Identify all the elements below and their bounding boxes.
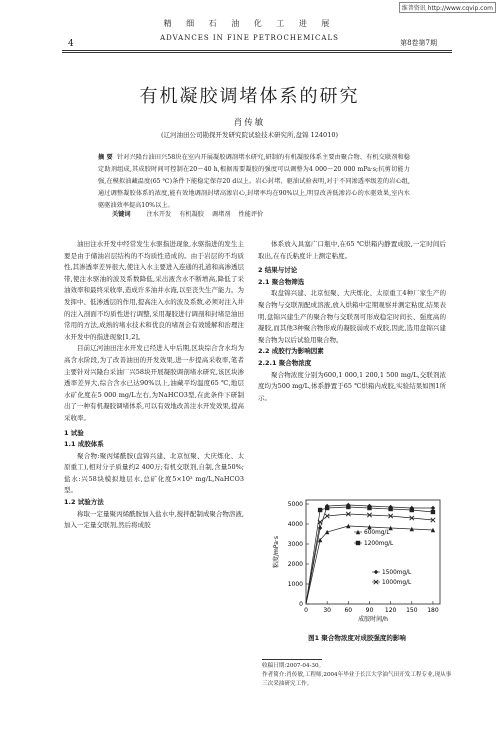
article-title: 有机凝胶调堵体系的研究 [139, 86, 360, 107]
section-heading-1: 1 试验 [64, 428, 84, 437]
y-tick-label: 4000 [287, 521, 303, 528]
y-tick-label: 3000 [287, 541, 303, 548]
x-tick-label: 90 [365, 607, 374, 614]
series-line-0 [306, 526, 433, 604]
y-tick-label: 0 [299, 601, 303, 608]
plot-frame [306, 500, 440, 604]
legend-label: 600mg/L [364, 530, 390, 536]
abstract-text: 针对兴隆台油田兴58块在室内开展凝胶调剖堵水研究,研制的有机凝胶体系主要由聚合物、有机交联剂和稳定助剂组成,其成胶时间可控制在20～40 h,根据需要凝胶的强度可以调整为4 000～20 000 mPa·s;抗剪切能力强,在模拟油藏温度(65 ℃)条件下能稳定保存20 d以上。岩心封堵、驱油试验表明,对于不同渗透率级差的岩心组,通过调整凝胶体系的浓度,能有效地调剖封堵高渗岩心,封堵率均在90%以上,明显改善低渗岩心的水驱效果,室内水驱驱油效率提高10%以上。 [98, 154, 410, 209]
paragraph-continued: 体系放入具塞广口瓶中,在65 ℃烘箱内静置成胶,一定时间后取出,在布氏粘度计上测定粘度。 [258, 240, 446, 260]
paragraph-2-1: 取盘锦兴建、北京恒聚、大庆炼化、太原重工4种厂家生产的聚合物与交联剂配成溶液,放入烘箱中定期观察并测定粘度,结果表明,盘锦兴建生产的聚合物与交联剂可形成稳定时间长、强度高的凝胶,而其他3种聚合物形成的凝胶弱或不成胶,因此,选用盘锦兴建聚合物为以后试验用聚合物。 [258, 289, 446, 344]
x-tick-label: 150 [406, 607, 418, 614]
figure-1-chart [268, 494, 448, 632]
data-point-diamond [374, 570, 378, 574]
y-axis-label: 粘度/mPa·s [273, 536, 280, 568]
x-tick-label: 180 [427, 607, 439, 614]
affiliation: (辽河油田公司勘探开发研究院试验技术研究所,盘锦 124010) [160, 131, 339, 139]
intro-paragraph-1: 油田注水开发中经常发生水驱指进现象,水驱指进的发生主要是由于储油岩层结构的不均质性造成的。由于岩层的不均质性,其渗透率差异很大,使注入水主要进入连通的孔道和高渗透层带,使注水驱油的波及系数降低,采出液含水不断增高,降低了采油效率和最终采收率,造成许多油井水淹,以至丧失生产能力。为发挥中、低渗透层的作用,提高注入水的波及系数,必须对注入井的注入剖面不均质性进行调整,采用凝胶进行调剖和封堵是油田常用的方法,成熟的堵水技术和优良的堵剂会有效缓解和治理注水开发中的指进现象[1,2]。 [64, 240, 244, 341]
subsection-heading-1-1: 1.1 成胶体系 [64, 440, 104, 449]
series-line-1 [306, 507, 433, 604]
left-column [64, 239, 244, 532]
data-point-triangle [325, 530, 329, 534]
header-rule [62, 50, 452, 51]
x-tick-label: 120 [384, 607, 397, 614]
watermark: 维普资讯 http://www.cqvip.com [399, 2, 496, 13]
x-tick-label: 0 [304, 607, 308, 614]
data-point-square [356, 541, 360, 545]
data-point-square [318, 508, 322, 512]
legend-label: 1000mg/L [382, 580, 412, 586]
y-tick-label: 1000 [287, 581, 303, 588]
abstract [98, 152, 410, 212]
paragraph-2-2-1: 聚合物浓度分别为600,1 000,1 200,1 500 mg/L,交联剂浓度均为500 mg/L,体系静置于65 ℃烘箱内成胶,实验结果如图1所示。 [258, 370, 446, 402]
legend-label: 1200mg/L [364, 541, 394, 547]
keywords [112, 209, 263, 218]
right-column [258, 239, 446, 404]
legend-label: 1500mg/L [382, 570, 412, 576]
journal-name-cn: 精 细 石 油 化 工 进 展 [163, 19, 336, 28]
footnote: 收稿日期:2007-04-30。 作者简介:肖传敏,工程师,2004年毕业于长江大学油气田开发工程专业,现从事三次采油研究工作。 [262, 663, 452, 687]
volume-issue: 第8卷第7期 [400, 39, 437, 47]
section-heading-2: 2 结果与讨论 [258, 266, 298, 275]
paragraph-1-1: 聚合物:聚丙烯酰胺(盘锦兴建、北京恒聚、大庆炼化、太原重工),相对分子质量约2 400万;有机交联剂,自制,含量50%;盐水:兴58块模拟地层水,总矿化度5×10³ mg/L,NaHCO3型。 [64, 451, 244, 495]
keywords-text: 注水开发 有机凝胶 调堵剂 性能评价 [146, 211, 264, 218]
footnote-rule [262, 659, 322, 660]
intro-paragraph-2: 目前辽河油田注水开发已经进入中后期,区块综合含水均为高含水阶段,为了改善油田的开发效果,进一步提高采收率,笔者主要针对兴隆台采油厂兴58块开展凝胶调剖堵水研究,该区块渗透率差异大,综合含水已达90%以上,油藏平均温度65 ℃,地层水矿化度在5 000 mg/L左右,为NaHCO3型,在此条件下研制出了一种有机凝胶调堵体系,可以有效地改善注水开发效果,提高采收率。 [64, 344, 244, 422]
paragraph-1-2: 称取一定量聚丙烯酰胺加入盐水中,搅拌配制成聚合物溶液,加入一定量交联剂,然后将成胶 [64, 509, 244, 530]
figure-caption: 图1 聚合物浓度对成胶强度的影响 [308, 634, 406, 642]
subsection-heading-2-2: 2.2 成胶行为影响因素 [258, 347, 324, 356]
keywords-label: 关键词 [112, 211, 131, 218]
page-number: 4 [68, 39, 74, 49]
subsection-heading-2-1: 2.1 聚合物筛选 [258, 277, 305, 286]
y-tick-label: 2000 [287, 561, 303, 568]
y-tick-label: 5000 [287, 501, 303, 508]
abstract-label: 摘 要 [98, 154, 113, 161]
author: 肖传敏 [233, 118, 266, 128]
x-tick-label: 60 [344, 607, 353, 614]
subsection-heading-1-2: 1.2 试验方法 [64, 498, 104, 507]
data-point-square [431, 510, 435, 514]
data-point-diamond [431, 506, 435, 510]
header-rule-thin [62, 52, 452, 53]
x-axis-label: 成胶时间/h [358, 616, 388, 623]
journal-name-en: ADVANCES IN FINE PETROCHEMICALS [160, 34, 339, 42]
x-tick-label: 30 [323, 607, 331, 614]
subsection-heading-2-2-1: 2.2.1 聚合物浓度 [258, 358, 312, 367]
